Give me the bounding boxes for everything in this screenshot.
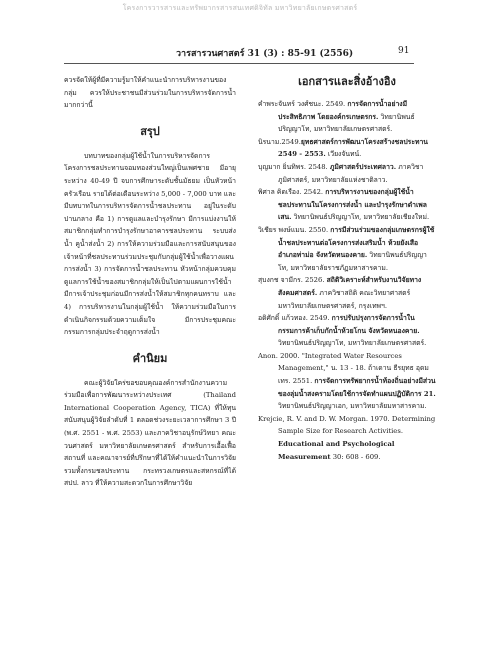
right-column xyxy=(258,74,436,463)
repository-watermark: โครงการวารสารและทรัพยากรสารสนเทศดิจิทัล มหาวิทยาลัยเกษตรศาสตร์ xyxy=(122,4,358,12)
reference-authors: นิรนาม.2549. xyxy=(258,137,301,146)
references-heading: เอกสารและสิ่งอ้างอิง xyxy=(298,75,396,88)
reference-entry xyxy=(258,98,436,136)
reference-authors: คำพระจันทร์ วงศ์ชนะ. 2549. xyxy=(258,100,348,108)
left-column xyxy=(64,74,236,490)
reference-authors: อดิศักดิ์ แก้วทอง. 2549. xyxy=(258,314,332,323)
reference-authors: Anon. 2000. "Integrated Water Resources Management," น. 13 - 18. ถ้าเดาน ธีรยุทธ อุดมเทร. 2551. xyxy=(258,351,429,386)
reference-authors: Krejcie, R. V. and D. W. Morgan. 1970. Determining Sample Size for Research Activities. xyxy=(258,414,436,436)
reference-authors: วิเชียร พงษ์แมน. 2550. xyxy=(258,225,331,234)
reference-source: วิทยานิพนธ์ปริญญาเอก, มหาวิทยาลัยมหาสารคาม. xyxy=(278,402,427,411)
reference-source: วิทยานิพนธ์ปริญญาโท, มหาวิทยาลัยราชภัฏมหาสารคาม. xyxy=(278,251,427,272)
reference-source: ภาควิชาสถิติ คณะวิทยาศาสตร์ มหาวิทยาลัยเกษตรศาสตร์, กรุงเทพฯ. xyxy=(278,288,411,310)
reference-authors: บุญมาก ยิ่นทิพร. 2548. xyxy=(258,162,330,171)
reference-entry xyxy=(258,312,436,350)
reference-entry xyxy=(258,161,436,186)
summary-heading: สรุป xyxy=(140,124,160,138)
reference-title: Educational and Psychological Measurement xyxy=(278,440,395,461)
reference-source: ภาควิชาภูมิศาสตร์, มหาวิทยาลัยแห่งชาติลาว. xyxy=(278,162,424,184)
acknowledgement-heading: คำนิยม xyxy=(132,351,168,365)
reference-title: การจัดการทรัพยากรน้ำท้องถิ่นอย่างมีส่วนของลุ่มน้ำสงครามโดยใช้การจัดทำแผนปฏิบัติการ 21. xyxy=(278,377,436,398)
reference-title: การมีส่วนร่วมของกลุ่มเกษตรกรผู้ใช้น้ำชลประทานต่อโครงการส่งเสริมน้ำ ห้วยยังเสือ อำเภอท่าม่อ จังหวัดหนองคาย. xyxy=(278,225,435,260)
reference-authors: สุบงกช จามีกร. 2526. xyxy=(258,276,327,285)
reference-source: วิทยานิพนธ์ปริญญาโท, มหาวิทยาลัยเชียงใหม่. xyxy=(291,213,430,222)
reference-source: วิทยานิพนธ์ปริญญาโท, มหาวิทยาลัยเกษตรศาสตร์. xyxy=(278,112,415,134)
reference-source: 30: 608 - 609. xyxy=(330,452,381,461)
intro-paragraph: ควรจัดให้ผู้ที่มีความรู้มาให้คำแนะนำการบริหารงานของกลุ่ม ควรให้ประชาชนมีส่วนร่วมในการบริหารจัดการน้ำมากกว่านี้ xyxy=(64,76,236,110)
header-rule xyxy=(64,63,414,64)
reference-title: การบริหารงานของกลุ่มผู้ใช้น้ำชลประทานในโครงการส่งน้ำ และบำรุงรักษาดำเพลเสน. xyxy=(278,188,427,222)
reference-source: วิทยานิพนธ์ปริญญาโท, มหาวิทยาลัยเกษตรศาสตร์. xyxy=(278,339,427,348)
reference-title: ภูมิศาสตร์ประเทศลาว. xyxy=(329,162,397,171)
acknowledgement-paragraph: คณะผู้วิจัยใคร่ขอขอบคุณองค์การสำนักงานความร่วมมือเพื่อการพัฒนาระหว่างประเทศ (Thailand International Cooperation Agency, TICA) ที่ให้ทุนสนับสนุนผู้วิจัยลำดับที่ 1 ตลอดช่วงระยะเวลาการศึกษา 3 ปี (พ.ศ. 2551 - พ.ศ. 2553) และภาควิชาอนุรักษ์วิทยา คณะวนศาสตร์ มหาวิทยาลัยเกษตรศาสตร์ สำหรับการเอื้อเฟื้อสถานที่ และคณาจารย์ที่ปรึกษาที่ได้ให้คำแนะนำในการวิจัย รวมทั้งกรมชลประทาน กระทรวงเกษตรและสหกรณ์ที่ได้ สปป. ลาว ที่ให้ความสะดวกในการศึกษาวิจัย xyxy=(64,378,236,488)
reference-source: เวียงจันทน์. xyxy=(325,150,362,159)
journal-citation: วารสารวนศาสตร์ 31 (3) : 85-91 (2556) xyxy=(176,49,354,59)
reference-entry xyxy=(258,413,436,463)
reference-entry xyxy=(258,350,436,413)
reference-entry xyxy=(258,136,436,161)
reference-entry xyxy=(258,186,436,224)
reference-title: สถิติวิเคราะห์สำหรับงานวิจัยทางสังคมศาสตร์. xyxy=(278,276,422,297)
reference-title: การปรับปรุงการจัดการน้ำในกรรมการค้าเก็บกักน้ำห้วยโกน จังหวัดหนองคาย. xyxy=(278,314,420,335)
reference-authors: พิศาล คิดเรือง. 2542. xyxy=(258,188,326,197)
reference-entry xyxy=(258,274,436,312)
reference-entry xyxy=(258,224,436,274)
reference-title: ยุทธศาสตร์การพัฒนาโครงสร้างชลประทาน 2549 - 2553. xyxy=(278,137,428,159)
summary-paragraph: บทบาทของกลุ่มผู้ใช้น้ำในการบริหารจัดการโครงการชลประทานจอมทองส่วนใหญ่เป็นเพศชาย มีอายุระหว่าง 40-49 ปี จบการศึกษาระดับชั้นมัธยม เป็นหัวหน้าครัวเรือน รายได้ต่อเดือนระหว่าง 5,000 - 7,000 บาท และมีบทบาทในการบริหารจัดการน้ำชลประทาน อยู่ในระดับปานกลาง คือ 1) การดูแลและบำรุงรักษา มีการแบ่งงานให้สมาชิกกลุ่มทำการบำรุงรักษาอาคารชลประทาน ระบบส่งน้ำ คูน้ำส่งน้ำ 2) การให้ความร่วมมือและการสนับสนุนของเจ้าหน้าที่ชลประทานร่วมประชุมกับกลุ่มผู้ใช้น้ำเพื่อวางแผนการส่งน้ำ 3) การจัดการน้ำชลประทาน หัวหน้ากลุ่มควบคุมดูแลการใช้น้ำของสมาชิกกลุ่มให้เป็นไปตามแผนการใช้น้ำ มีการเจ้าประชุมก่อนมีการส่งน้ำให้สมาชิกทุกคนทราบ และ 4) การบริหารงานในกลุ่มผู้ใช้น้ำ ให้ความร่วมมือในการดำเนินกิจกรรมด้วยความเต็มใจ มีการประชุมคณะกรรมการกลุ่มประจำฤดูการส่งน้ำ xyxy=(64,151,236,337)
page-number: 91 xyxy=(398,46,410,56)
running-head xyxy=(0,46,480,60)
reference-title: การจัดการน้ำอย่างมีประสิทธิภาพ โดยองค์กรเกษตรกร. xyxy=(278,100,408,121)
reference-list xyxy=(258,98,436,463)
